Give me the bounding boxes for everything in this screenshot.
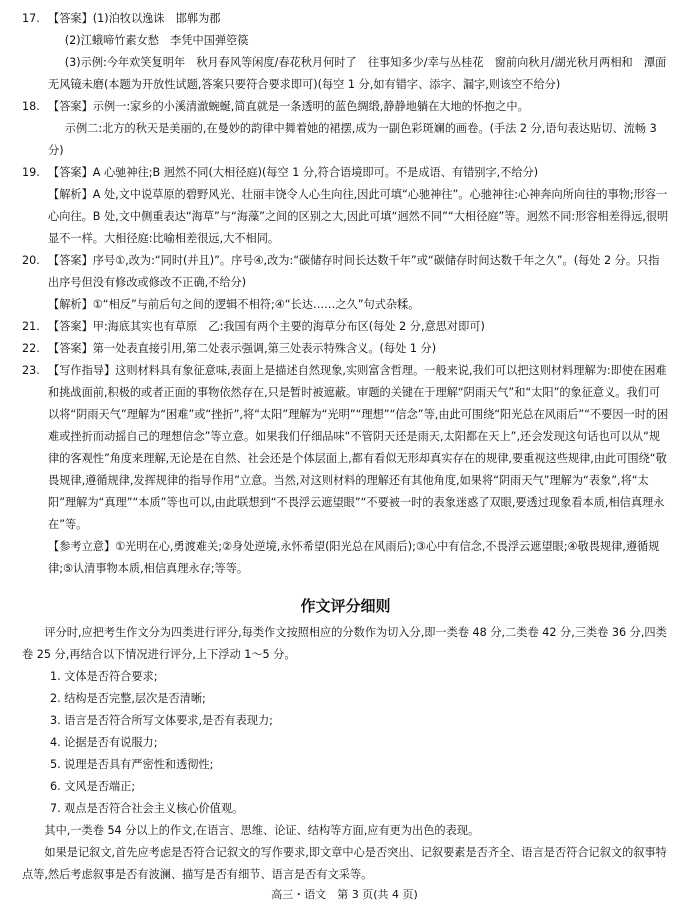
item-number: 21. — [22, 320, 40, 333]
criteria-item: 4. 论据是否有说服力; — [50, 736, 158, 749]
answer-item-18 — [22, 96, 669, 162]
answer-item-23 — [22, 360, 669, 580]
analysis-line: 【解析】A 处,文中说草原的碧野风光、壮丽丰饶令人心生向往,因此可填“心驰神往”。心驰神往:心神奔向所向往的事物;形容一心向往。B 处,文中侧重表达“海草”与“海藻”之间的区别之大,因此可填“迥然不同”“大相径庭”等。迥然不同:形容相差得远,很明显不一样。大相径庭:比喻相差很远,大不相同。 — [48, 188, 669, 245]
criteria-item: 5. 说理是否具有严密性和透彻性; — [50, 758, 214, 771]
answer-line: (2)江蛾啼竹素女愁 李凭中国弹箜篌 — [64, 34, 249, 47]
answer-item-21 — [22, 316, 669, 338]
criteria-item: 6. 文风是否端正; — [50, 780, 136, 793]
writing-guide: 【写作指导】这则材料具有象征意味,表面上是描述自然现象,实则富含哲理。一般来说,我们可以把这则材料理解为:即使在困难和挑战面前,积极的或者正面的事物依然存在,只是暂时被遮蔽。审题的关键在于理解“阴雨天气”和“太阳”的象征意义。我们可以将“阴雨天气”理解为“困难”或“挫折”,将“太阳”理解为“光明”“理想”“信念”等,由此可围绕“阳光总在风雨后”“不要因一时的困难或挫折而动摇自己的理想信念”等立意。如果我们仔细品味“不管阴天还是雨天,太阳都在天上”,还会发现这句话也可以从“规律的客观性”角度来理解,无论是在自然、社会还是个体层面上,都有看似无形却真实存在的规律,要重视这些规律,由此可围绕“敬畏规律,遵循规律,发挥规律的指导作用”立意。当然,对这则材料的理解还有其他角度,如果将“阴雨天气”理解为“表象”,将“太阳”理解为“真理”“本质”等也可以,由此联想到“不畏浮云遮望眼”“不要被一时的表象迷惑了双眼,要透过现象看本质,相信真理永在”等。 — [48, 364, 669, 531]
item-number: 20. — [22, 254, 40, 267]
item-number: 18. — [22, 100, 40, 113]
answer-line: 【答案】(1)泊牧以逸诛 邯郸为郡 — [48, 12, 221, 25]
page-footer: 高三・语文 第 3 页(共 4 页) — [271, 888, 418, 901]
criteria-item: 7. 观点是否符合社会主义核心价值观。 — [50, 802, 244, 815]
analysis-line: 【解析】①“相反”与前后句之间的逻辑不相符;④“长达……之久”句式杂糅。 — [48, 298, 420, 311]
answer-line: 【答案】示例一:家乡的小溪清澈蜿蜒,简直就是一条透明的蓝色绸缎,静静地躺在大地的怀抱之中。 — [48, 100, 529, 113]
rubric-note: 其中,一类卷 54 分以上的作文,在语言、思维、论证、结构等方面,应有更为出色的表现。 — [44, 824, 480, 837]
answer-line: 【答案】序号①,改为:“同时(并且)”。序号④,改为:“碳储存时间长达数千年”或“碳储存时间达数千年之久”。(每处 2 分。只指出序号但没有修改或修改不正确,不给分) — [48, 254, 660, 289]
item-number: 23. — [22, 364, 40, 377]
section-heading: 作文评分细则 — [300, 597, 391, 615]
answer-item-19 — [22, 162, 669, 250]
answer-line: 【答案】A 心驰神往;B 迥然不同(大相径庭)(每空 1 分,符合语境即可。不是成语、有错别字,不给分) — [48, 166, 539, 179]
answer-line: 【答案】第一处表直接引用,第二处表示强调,第三处表示特殊含义。(每处 1 分) — [48, 342, 437, 355]
criteria-item: 3. 语言是否符合所写文体要求,是否有表现力; — [50, 714, 273, 727]
item-number: 19. — [22, 166, 40, 179]
answer-line: (3)示例:今年欢笑复明年 秋月春风等闲度/春花秋月何时了 往事知多少/幸与丛桂花 窗前向秋月/湖光秋月两相和 潭面无风镜未磨(本题为开放性试题,答案只要符合要求即可)(每空 1 分,如有错字、添字、漏字,则该空不给分) — [48, 56, 667, 91]
reference-ideas: 【参考立意】①光明在心,勇渡难关;②身处逆境,永怀希望(阳光总在风雨后);③心中有信念,不畏浮云遮望眼;④敬畏规律,遵循规律;⑤认清事物本质,相信真理永存;等等。 — [48, 540, 660, 575]
criteria-list — [22, 666, 669, 820]
criteria-item: 2. 结构是否完整,层次是否清晰; — [50, 692, 206, 705]
answer-item-20 — [22, 250, 669, 316]
answer-item-17 — [22, 8, 669, 96]
criteria-item: 1. 文体是否符合要求; — [50, 670, 158, 683]
answer-item-22 — [22, 338, 669, 360]
item-number: 22. — [22, 342, 40, 355]
answer-line: 【答案】甲:海底其实也有草原 乙:我国有两个主要的海草分布区(每处 2 分,意思对即可) — [48, 320, 485, 333]
rubric-narrative: 如果是记叙文,首先应考虑是否符合记叙文的写作要求,即文章中心是否突出、记叙要素是否齐全、语言是否符合记叙文的叙事特点等,然后考虑叙事是否有波澜、描写是否有细节、语言是否有文采等。 — [22, 846, 667, 881]
item-number: 17. — [22, 12, 40, 25]
answer-line: 示例二:北方的秋天是美丽的,在曼妙的韵律中舞着她的裙摆,成为一副色彩斑斓的画卷。(手法 2 分,语句表达贴切、流畅 3 分) — [48, 122, 657, 157]
rubric-intro: 评分时,应把考生作文分为四类进行评分,每类作文按照相应的分数作为切入分,即一类卷 48 分,二类卷 42 分,三类卷 36 分,四类卷 25 分,再结合以下情况进行评分,上下浮动 1～5 分。 — [22, 626, 667, 661]
